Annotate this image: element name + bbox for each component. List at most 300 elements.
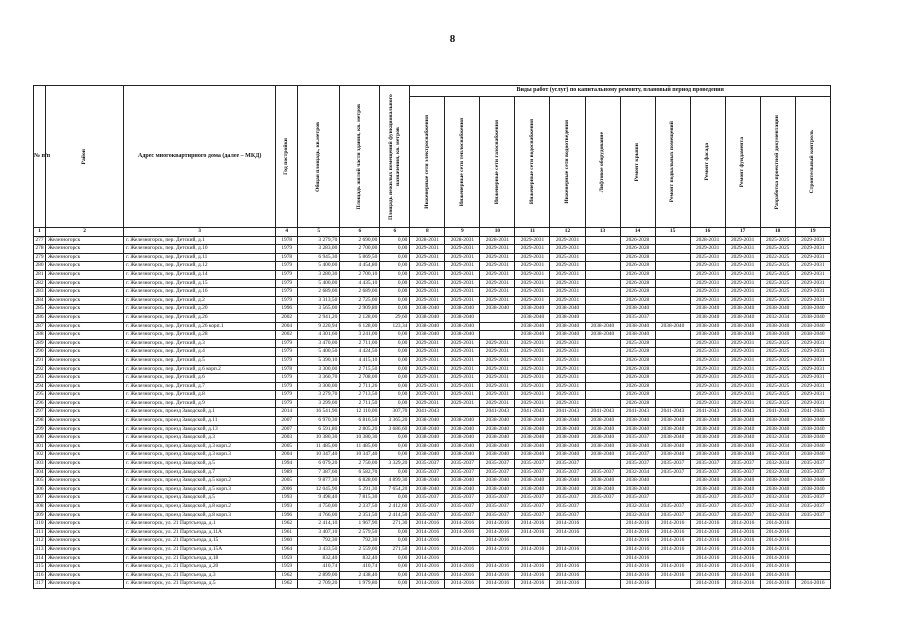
work-period-cell: 2035-2037 [725, 494, 760, 503]
year-cell: 1993 [276, 494, 298, 503]
area-cell: 2 438,40 [340, 571, 380, 580]
work-period-cell: 2032-2034 [620, 503, 655, 512]
work-period-cell: 2038-2040 [620, 417, 655, 426]
area-cell: 6 582,70 [340, 468, 380, 477]
address-cell: г. Железногорск, пер. Детский, д.15 [124, 279, 276, 288]
work-period-cell: 2025-2025 [760, 382, 795, 391]
work-period-cell: 2029-2031 [690, 262, 725, 271]
work-period-cell: 2014-2016 [445, 580, 480, 589]
work-period-cell: 2014-2016 [445, 563, 480, 572]
table-row [34, 563, 831, 572]
work-period-cell: 2025-2025 [760, 279, 795, 288]
column-number-cell: 14 [620, 228, 655, 237]
work-period-cell [585, 262, 620, 271]
row-number-cell: 280 [34, 262, 46, 271]
work-period-cell: 2038-2040 [445, 331, 480, 340]
work-period-cell [480, 554, 515, 563]
work-period-cell: 2029-2031 [795, 270, 830, 279]
area-cell: 16 541,90 [298, 408, 340, 417]
work-period-cell: 2028-2031 [445, 236, 480, 245]
work-period-cell [585, 382, 620, 391]
row-number-cell: 286 [34, 313, 46, 322]
work-period-cell: 2029-2031 [725, 253, 760, 262]
work-period-cell: 2035-2037 [655, 511, 690, 520]
work-period-cell: 2035-2037 [620, 313, 655, 322]
work-period-cell: 2025-2025 [760, 365, 795, 374]
row-number-cell: 308 [34, 503, 46, 512]
work-period-cell: 2032-2034 [760, 434, 795, 443]
area-cell: 2 941,20 [298, 313, 340, 322]
work-period-cell: 2029-2031 [795, 374, 830, 383]
table-row [34, 468, 831, 477]
work-period-cell: 2038-2040 [795, 305, 830, 314]
header-work: Строительный контроль [795, 97, 830, 228]
work-period-cell [585, 356, 620, 365]
table-row [34, 262, 831, 271]
work-period-cell: 2038-2040 [445, 477, 480, 486]
table-row [34, 236, 831, 245]
area-cell: 2 412,60 [380, 503, 410, 512]
row-number-cell: 281 [34, 270, 46, 279]
work-period-cell: 2025-2028 [620, 339, 655, 348]
work-period-cell [585, 253, 620, 262]
work-period-cell: 2038-2040 [550, 322, 585, 331]
work-period-cell: 2029-2031 [550, 391, 585, 400]
work-period-cell: 2038-2040 [585, 485, 620, 494]
area-cell: 5 400,50 [298, 348, 340, 357]
work-period-cell: 2029-2031 [515, 262, 550, 271]
work-period-cell: 2035-2037 [585, 468, 620, 477]
area-cell: 2 805,20 [340, 425, 380, 434]
work-period-cell: 2026-2028 [620, 382, 655, 391]
work-period-cell [655, 391, 690, 400]
area-cell: 4 301,60 [298, 331, 340, 340]
year-cell: 2007 [276, 425, 298, 434]
work-period-cell: 2029-2031 [795, 288, 830, 297]
work-period-cell: 2029-2031 [515, 399, 550, 408]
work-period-cell [655, 339, 690, 348]
work-period-cell: 2038-2040 [480, 434, 515, 443]
work-period-cell: 2038-2040 [550, 305, 585, 314]
work-period-cell: 2035-2037 [410, 511, 445, 520]
work-period-cell: 2029-2031 [725, 270, 760, 279]
work-period-cell: 2014-2016 [690, 528, 725, 537]
work-period-cell: 2029-2031 [725, 399, 760, 408]
work-period-cell: 2038-2040 [690, 331, 725, 340]
row-number-cell: 283 [34, 288, 46, 297]
year-cell: 1962 [276, 580, 298, 589]
table-row [34, 485, 831, 494]
work-period-cell: 2038-2040 [760, 425, 795, 434]
table-row [34, 322, 831, 331]
year-cell: 2004 [276, 451, 298, 460]
work-period-cell: 2038-2040 [585, 477, 620, 486]
work-period-cell: 2029-2031 [410, 270, 445, 279]
work-period-cell: 2038-2040 [690, 434, 725, 443]
work-period-cell: 2038-2040 [690, 451, 725, 460]
area-cell: 6 128,00 [340, 322, 380, 331]
address-cell: г. Железногорск, пер. Детский, д.11 [124, 253, 276, 262]
area-cell: 3 300,00 [298, 382, 340, 391]
district-cell: Железногорск [46, 485, 124, 494]
year-cell: 1962 [276, 520, 298, 529]
work-period-cell [655, 382, 690, 391]
work-period-cell: 2014-2016 [760, 537, 795, 546]
work-period-cell [795, 545, 830, 554]
district-cell: Железногорск [46, 399, 124, 408]
work-period-cell: 2029-2031 [725, 365, 760, 374]
work-period-cell: 2029-2031 [725, 348, 760, 357]
work-period-cell: 2029-2031 [690, 339, 725, 348]
area-cell: 0,00 [380, 537, 410, 546]
work-period-cell: 2038-2040 [445, 425, 480, 434]
column-number-cell: 9 [445, 228, 480, 237]
work-period-cell: 2035-2037 [445, 460, 480, 469]
work-period-cell: 2035-2037 [620, 494, 655, 503]
work-period-cell: 2025-2031 [690, 253, 725, 262]
year-cell: 1960 [276, 537, 298, 546]
header-nonliving-area: Площадь нежилых помещений функционального назначения, кв. метров [380, 86, 410, 228]
work-period-cell: 2038-2040 [585, 442, 620, 451]
work-period-cell: 2029-2031 [480, 356, 515, 365]
work-period-cell [655, 580, 690, 589]
work-period-cell: 2038-2040 [550, 485, 585, 494]
work-period-cell [550, 554, 585, 563]
work-period-cell: 2026-2028 [620, 262, 655, 271]
area-cell: 410,74 [340, 563, 380, 572]
work-period-cell: 2014-2016 [725, 554, 760, 563]
work-period-cell: 2029-2031 [795, 279, 830, 288]
district-cell: Железногорск [46, 356, 124, 365]
row-number-cell: 313 [34, 545, 46, 554]
area-cell: 0,00 [380, 571, 410, 580]
work-period-cell: 2029-2031 [480, 270, 515, 279]
work-period-cell: 2014-2016 [480, 520, 515, 529]
work-period-cell [585, 520, 620, 529]
row-number-cell: 302 [34, 451, 46, 460]
work-period-cell: 2038-2040 [410, 331, 445, 340]
work-period-cell: 2029-2031 [550, 348, 585, 357]
work-period-cell: 2029-2031 [515, 288, 550, 297]
work-period-cell: 2029-2031 [690, 356, 725, 365]
work-period-cell: 2038-2040 [445, 434, 480, 443]
header-work: Инженерные сети теплоснабжения [445, 97, 480, 228]
work-period-cell: 2026-2028 [620, 365, 655, 374]
table-row [34, 296, 831, 305]
table-row [34, 511, 831, 520]
work-period-cell: 2041-2043 [585, 408, 620, 417]
work-period-cell: 2014-2016 [690, 571, 725, 580]
work-period-cell: 2014-2016 [760, 520, 795, 529]
work-period-cell: 2014-2016 [515, 580, 550, 589]
table-row [34, 451, 831, 460]
header-work: Ремонт крыши [620, 97, 655, 228]
work-period-cell: 2014-2016 [620, 571, 655, 580]
work-period-cell: 2025-2028 [620, 348, 655, 357]
work-period-cell [795, 571, 830, 580]
work-period-cell: 2038-2040 [760, 305, 795, 314]
area-cell: 2 708,00 [340, 374, 380, 383]
work-period-cell: 2038-2040 [795, 434, 830, 443]
work-period-cell: 2029-2031 [410, 288, 445, 297]
work-period-cell: 2014-2016 [760, 580, 795, 589]
work-period-cell: 2029-2031 [480, 339, 515, 348]
area-cell: 3 280,30 [298, 270, 340, 279]
area-cell: 0,00 [380, 236, 410, 245]
row-number-cell: 300 [34, 434, 46, 443]
work-period-cell: 2014-2016 [410, 528, 445, 537]
area-cell: 4 750,00 [298, 503, 340, 512]
header-living-area: Площадь жилой части здания, кв. метров [340, 86, 380, 228]
area-cell: 0,00 [380, 580, 410, 589]
work-period-cell: 2038-2040 [795, 485, 830, 494]
area-cell: 12 110,00 [340, 408, 380, 417]
district-cell: Железногорск [46, 451, 124, 460]
work-period-cell [585, 270, 620, 279]
work-period-cell: 2029-2031 [550, 262, 585, 271]
work-period-cell: 2029-2031 [445, 296, 480, 305]
work-period-cell: 2014-2016 [410, 554, 445, 563]
work-period-cell: 2038-2040 [585, 425, 620, 434]
address-cell: г. Железногорск, ул. 21 Партсъезда, д.18 [124, 554, 276, 563]
area-cell: 2 337,50 [340, 503, 380, 512]
work-period-cell: 2038-2040 [725, 417, 760, 426]
work-period-cell: 2014-2016 [725, 520, 760, 529]
work-period-cell: 2038-2040 [690, 442, 725, 451]
work-period-cell: 2032-2034 [620, 468, 655, 477]
work-period-cell: 2026-2028 [620, 391, 655, 400]
work-period-cell: 2029-2031 [480, 382, 515, 391]
address-cell: г. Железногорск, ул. 21 Партсъезда, д.20 [124, 563, 276, 572]
work-period-cell: 2035-2037 [795, 460, 830, 469]
year-cell: 1993 [276, 503, 298, 512]
area-cell: 3 313,50 [298, 296, 340, 305]
work-period-cell [445, 537, 480, 546]
work-period-cell: 2038-2040 [655, 425, 690, 434]
work-period-cell: 2038-2040 [550, 331, 585, 340]
year-cell: 1996 [276, 511, 298, 520]
area-cell: 271,30 [380, 520, 410, 529]
work-period-cell [655, 245, 690, 254]
row-number-cell: 285 [34, 305, 46, 314]
work-period-cell: 2038-2040 [410, 451, 445, 460]
address-cell: г. Железногорск, проезд Заводской, д.5 корп.3 [124, 485, 276, 494]
year-cell: 1978 [276, 365, 298, 374]
year-cell: 2002 [276, 313, 298, 322]
row-number-cell: 316 [34, 571, 46, 580]
area-cell: 0,00 [380, 288, 410, 297]
column-number-cell: 6 [340, 228, 380, 237]
work-period-cell: 2038-2040 [410, 434, 445, 443]
work-period-cell: 2014-2016 [410, 520, 445, 529]
work-period-cell [655, 262, 690, 271]
work-period-cell: 2038-2040 [410, 485, 445, 494]
header-work: Лифтовое оборудование [585, 97, 620, 228]
work-period-cell: 2035-2037 [410, 503, 445, 512]
work-period-cell: 2038-2040 [410, 442, 445, 451]
column-number-cell: 3 [124, 228, 276, 237]
work-period-cell: 2032-2034 [760, 442, 795, 451]
row-number-cell: 284 [34, 296, 46, 305]
work-period-cell: 2038-2040 [550, 451, 585, 460]
work-period-cell: 2025-2025 [760, 236, 795, 245]
address-cell: г. Железногорск, ул. 21 Партсъезда, д.15 [124, 537, 276, 546]
work-period-cell: 2029-2031 [795, 296, 830, 305]
column-number-cell: 5 [298, 228, 340, 237]
work-period-cell: 2014-2016 [655, 528, 690, 537]
work-period-cell: 2029-2031 [445, 245, 480, 254]
work-period-cell: 2014-2016 [480, 528, 515, 537]
table-row [34, 391, 831, 400]
work-period-cell [585, 503, 620, 512]
work-period-cell: 2038-2040 [795, 425, 830, 434]
work-period-cell [585, 245, 620, 254]
work-period-cell: 2035-2037 [725, 511, 760, 520]
address-cell: г. Железногорск, проезд Заводской, д.13 [124, 425, 276, 434]
work-period-cell: 2038-2040 [760, 331, 795, 340]
work-period-cell: 2029-2031 [725, 391, 760, 400]
year-cell: 1979 [276, 356, 298, 365]
address-cell: г. Железногорск, ул. 21 Партсъезда, д.5 [124, 580, 276, 589]
table-row [34, 528, 831, 537]
work-period-cell: 2035-2037 [480, 494, 515, 503]
work-period-cell: 2026-2028 [620, 288, 655, 297]
work-period-cell: 2038-2040 [515, 442, 550, 451]
table-row [34, 520, 831, 529]
header-district: Район [46, 86, 124, 228]
table-row [34, 442, 831, 451]
area-cell: 5 400,00 [298, 262, 340, 271]
work-period-cell [585, 528, 620, 537]
work-period-cell: 2035-2037 [515, 460, 550, 469]
work-period-cell: 2029-2031 [410, 245, 445, 254]
work-period-cell: 2038-2040 [480, 425, 515, 434]
table-row [34, 245, 831, 254]
work-period-cell: 2032-2034 [760, 494, 795, 503]
row-number-cell: 317 [34, 580, 46, 589]
header-work: Ремонт подвальных помещений [655, 97, 690, 228]
work-period-cell: 2038-2040 [480, 451, 515, 460]
work-period-cell: 2035-2037 [515, 468, 550, 477]
work-period-cell [585, 374, 620, 383]
work-period-cell: 2029-2031 [550, 296, 585, 305]
district-cell: Железногорск [46, 528, 124, 537]
work-period-cell: 2038-2040 [760, 322, 795, 331]
year-cell: 1996 [276, 305, 298, 314]
work-period-cell: 2029-2031 [445, 382, 480, 391]
row-number-cell: 288 [34, 331, 46, 340]
address-cell: г. Железногорск, проезд Заводской, д.5 [124, 494, 276, 503]
work-period-cell: 2035-2037 [690, 468, 725, 477]
work-period-cell: 2035-2037 [480, 511, 515, 520]
area-cell: 2 689,00 [298, 288, 340, 297]
area-cell: 0,00 [380, 365, 410, 374]
year-cell: 1979 [276, 391, 298, 400]
work-period-cell: 2025-2025 [760, 391, 795, 400]
area-cell: 0,00 [380, 296, 410, 305]
work-period-cell: 2035-2037 [620, 460, 655, 469]
work-period-cell: 2014-2016 [620, 580, 655, 589]
area-cell: 3 470,00 [298, 339, 340, 348]
work-period-cell: 2035-2037 [515, 511, 550, 520]
work-period-cell: 2029-2031 [795, 399, 830, 408]
work-period-cell: 2038-2040 [725, 434, 760, 443]
address-cell: г. Железногорск, пер. Детский, д.6 [124, 374, 276, 383]
work-period-cell: 2038-2040 [620, 485, 655, 494]
area-cell: 0,00 [380, 451, 410, 460]
work-period-cell: 2038-2040 [410, 477, 445, 486]
work-period-cell: 2014-2016 [655, 537, 690, 546]
table-row [34, 399, 831, 408]
work-period-cell [585, 554, 620, 563]
work-period-cell: 2014-2016 [480, 571, 515, 580]
table-row [34, 305, 831, 314]
row-number-cell: 291 [34, 356, 46, 365]
table-row [34, 331, 831, 340]
area-cell: 0,00 [380, 442, 410, 451]
work-period-cell [655, 494, 690, 503]
work-period-cell: 2026-2028 [620, 279, 655, 288]
area-cell: 2 713,50 [340, 391, 380, 400]
year-cell: 1979 [276, 374, 298, 383]
work-period-cell: 2029-2031 [480, 399, 515, 408]
work-period-cell: 2014-2016 [515, 545, 550, 554]
area-cell: 0,00 [380, 356, 410, 365]
work-period-cell: 2035-2037 [480, 503, 515, 512]
work-period-cell: 2032-2034 [760, 511, 795, 520]
area-cell: 3 565,00 [298, 305, 340, 314]
work-period-cell: 2038-2040 [620, 477, 655, 486]
row-number-cell: 278 [34, 245, 46, 254]
work-period-cell: 2035-2037 [410, 460, 445, 469]
area-cell: 3 365,20 [380, 417, 410, 426]
work-period-cell: 2014-2016 [655, 563, 690, 572]
work-period-cell: 2026-2028 [620, 270, 655, 279]
work-period-cell: 2025-2025 [760, 374, 795, 383]
work-period-cell: 2032-2034 [760, 468, 795, 477]
row-number-cell: 306 [34, 485, 46, 494]
area-cell: 307,70 [380, 408, 410, 417]
work-period-cell: 2014-2016 [725, 580, 760, 589]
district-cell: Железногорск [46, 460, 124, 469]
work-period-cell: 2038-2040 [445, 322, 480, 331]
district-cell: Железногорск [46, 262, 124, 271]
row-number-cell: 295 [34, 391, 46, 400]
area-cell: 4 415,10 [340, 356, 380, 365]
work-period-cell: 2026-2028 [620, 253, 655, 262]
work-period-cell: 2026-2028 [620, 399, 655, 408]
district-cell: Железногорск [46, 279, 124, 288]
work-period-cell: 2029-2031 [725, 382, 760, 391]
work-period-cell: 2038-2040 [445, 305, 480, 314]
year-cell: 1978 [276, 253, 298, 262]
district-cell: Железногорск [46, 313, 124, 322]
work-period-cell: 2038-2040 [585, 331, 620, 340]
work-period-cell [655, 374, 690, 383]
row-number-cell: 315 [34, 563, 46, 572]
work-period-cell: 2038-2040 [585, 451, 620, 460]
area-cell: 2 711,00 [340, 339, 380, 348]
area-cell: 0,00 [380, 339, 410, 348]
year-cell: 1979 [276, 245, 298, 254]
work-period-cell: 2032-2034 [620, 511, 655, 520]
capital-repair-table [33, 85, 831, 589]
work-period-cell: 2035-2037 [795, 511, 830, 520]
area-cell: 0,00 [380, 494, 410, 503]
work-period-cell [795, 554, 830, 563]
area-cell: 5 400,00 [298, 279, 340, 288]
work-period-cell: 2038-2040 [725, 425, 760, 434]
